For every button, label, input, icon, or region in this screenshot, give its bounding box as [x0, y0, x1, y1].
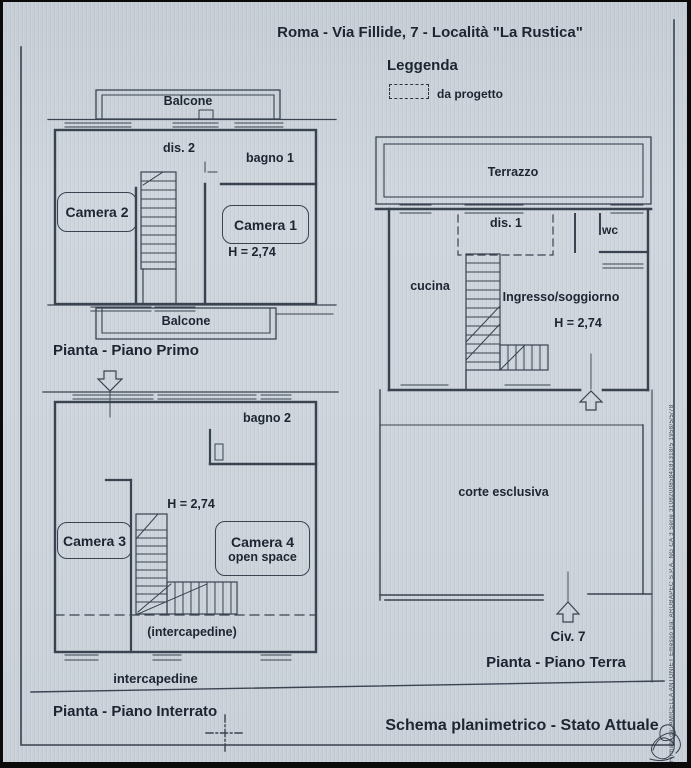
legend-dashed-box-icon	[389, 84, 429, 99]
civico-label: Civ. 7	[550, 629, 586, 644]
legend-heading: Leggenda	[387, 57, 458, 74]
footer-schema-label: Schema planimetrico - Stato Attuale	[385, 717, 659, 734]
room-label-dis2: dis. 2	[163, 141, 195, 155]
room-label-balcone-top: Balcone	[163, 94, 213, 108]
height-label-interrato: H = 2,74	[167, 497, 215, 511]
room-label-cucina: cucina	[410, 279, 450, 293]
digital-signature-vertical-text: Firmato da: AMICELLA ANTONIET Emesso Da: ARUBAPEC S.P.A. NG CA 3 Serie 31082008584181318/5 1958/5/5/78	[669, 404, 675, 762]
paper-background	[3, 2, 687, 762]
room-label-bagno1: bagno 1	[246, 151, 294, 165]
caption-piano-primo: Pianta - Piano Primo	[53, 342, 199, 359]
room-label-camera1	[222, 205, 309, 244]
camera3-text: Camera 3	[62, 532, 127, 549]
camera4-subtext: open space	[228, 549, 297, 564]
room-label-bagno2: bagno 2	[243, 411, 291, 425]
camera2-text: Camera 2	[65, 204, 129, 220]
intercapedine-inner-label: (intercapedine)	[147, 625, 237, 639]
camera1-text: Camera 1	[233, 216, 298, 233]
page-title: Roma - Via Fillide, 7 - Località "La Rustica"	[277, 24, 583, 41]
entrance-arrow-corte	[557, 572, 579, 622]
staircase-piano-terra	[466, 254, 548, 370]
floor-plan-drawing	[3, 2, 687, 762]
camera4-text: Camera 4	[230, 533, 295, 550]
legend-dashed-label: da progetto	[437, 87, 503, 101]
room-label-wc: wc	[601, 223, 618, 237]
room-label-terrazzo: Terrazzo	[487, 165, 539, 179]
room-label-ingresso: Ingresso/soggiorno	[502, 290, 620, 304]
intercapedine-below-label: intercapedine	[113, 671, 198, 686]
room-label-camera4	[215, 521, 310, 576]
room-label-camera3	[57, 522, 132, 559]
entrance-arrow-terra	[580, 354, 602, 410]
entrance-arrow-interrato	[98, 371, 122, 417]
height-label-primo: H = 2,74	[228, 245, 276, 259]
room-label-corte: corte esclusiva	[458, 485, 549, 499]
caption-piano-interrato: Pianta - Piano Interrato	[53, 703, 218, 720]
caption-piano-terra: Pianta - Piano Terra	[486, 654, 626, 671]
staircase-piano-primo	[141, 172, 176, 269]
room-label-dis1: dis. 1	[490, 216, 522, 230]
room-label-camera2	[57, 192, 137, 232]
room-label-balcone-bottom: Balcone	[161, 314, 211, 328]
height-label-terra: H = 2,74	[554, 316, 602, 330]
